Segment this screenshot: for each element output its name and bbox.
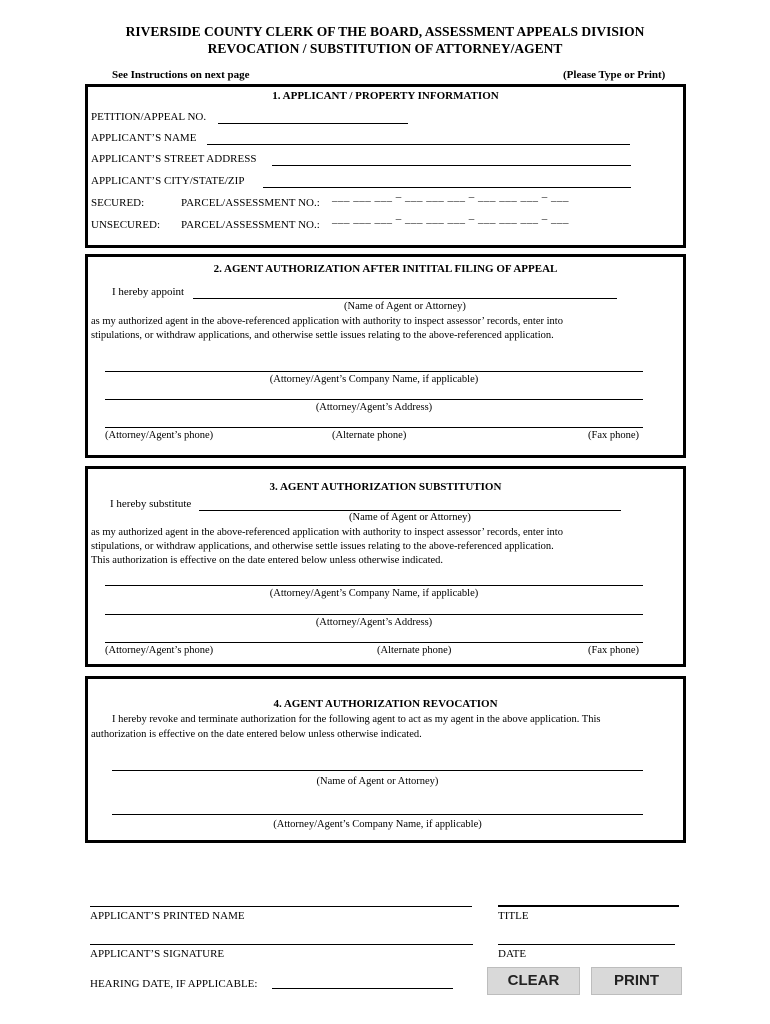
- section2-address-caption: (Attorney/Agent’s Address): [315, 402, 433, 413]
- section2-company-caption: (Attorney/Agent’s Company Name, if applicable): [269, 374, 479, 385]
- type-or-print-note: (Please Type or Print): [563, 69, 666, 81]
- section3-company-field[interactable]: [105, 585, 643, 586]
- clear-button[interactable]: CLEAR: [487, 967, 580, 995]
- signature-label: APPLICANT’S SIGNATURE: [90, 948, 225, 960]
- revoke-agent-field[interactable]: [112, 770, 643, 771]
- secured-parcel-label: PARCEL/ASSESSMENT NO.:: [181, 197, 320, 209]
- title-label: TITLE: [498, 910, 529, 922]
- petition-number-field[interactable]: [218, 123, 408, 124]
- section3-fax-caption: (Fax phone): [588, 645, 640, 656]
- section4-paragraph-line2: authorization is effective on the date entered below unless otherwise indicated.: [91, 729, 422, 740]
- section3-phone-caption: (Attorney/Agent’s phone): [105, 645, 214, 656]
- applicant-name-label: APPLICANT’S NAME: [91, 132, 197, 144]
- applicant-name-field[interactable]: [207, 144, 630, 145]
- section3-address-caption: (Attorney/Agent’s Address): [315, 617, 433, 628]
- section3-paragraph-line2: stipulations, or withdraw applications, and otherwise settle issues relating to the above-referenced application.: [91, 541, 554, 552]
- section3-phone-field[interactable]: [105, 642, 643, 643]
- substitute-agent-field[interactable]: [199, 510, 621, 511]
- revoke-company-field[interactable]: [112, 814, 643, 815]
- substitute-name-caption: (Name of Agent or Attorney): [349, 512, 471, 523]
- unsecured-label: UNSECURED:: [91, 219, 161, 231]
- appoint-agent-field[interactable]: [193, 298, 617, 299]
- printed-name-label: APPLICANT’S PRINTED NAME: [90, 910, 245, 922]
- appoint-name-caption: (Name of Agent or Attorney): [344, 301, 466, 312]
- hearing-date-field[interactable]: [272, 988, 453, 989]
- petition-label: PETITION/APPEAL NO.: [91, 111, 207, 123]
- form-title-line1: RIVERSIDE COUNTY CLERK OF THE BOARD, ASSESSMENT APPEALS DIVISION: [125, 24, 645, 39]
- section4-heading: 4. AGENT AUTHORIZATION REVOCATION: [273, 698, 498, 710]
- section3-address-field[interactable]: [105, 614, 643, 615]
- street-address-field[interactable]: [272, 165, 631, 166]
- revoke-company-caption: (Attorney/Agent’s Company Name, if applicable): [273, 819, 482, 830]
- print-button[interactable]: PRINT: [591, 967, 682, 995]
- section3-paragraph-line1: as my authorized agent in the above-referenced application with authority to inspect assessor’ records, enter into: [91, 527, 563, 538]
- section2-heading: 2. AGENT AUTHORIZATION AFTER INITITAL FILING OF APPEAL: [213, 263, 558, 275]
- unsecured-parcel-label: PARCEL/ASSESSMENT NO.:: [181, 219, 320, 231]
- date-label: DATE: [498, 948, 527, 960]
- city-state-zip-field[interactable]: [263, 187, 631, 188]
- section-agent-substitution: [85, 466, 686, 667]
- hearing-date-label: HEARING DATE, IF APPLICABLE:: [90, 978, 258, 990]
- section3-paragraph-line3: This authorization is effective on the date entered below unless otherwise indicated.: [91, 555, 444, 566]
- secured-parcel-field[interactable]: ___ ___ ___ – ___ ___ ___ – ___ ___ ___ – ___: [332, 191, 569, 203]
- section2-fax-caption: (Fax phone): [588, 430, 640, 441]
- substitute-label: I hereby substitute: [110, 498, 192, 510]
- section3-alt-phone-caption: (Alternate phone): [377, 645, 452, 656]
- appoint-label: I hereby appoint: [112, 286, 185, 298]
- secured-label: SECURED:: [91, 197, 145, 209]
- section2-alt-phone-caption: (Alternate phone): [332, 430, 407, 441]
- section2-phone-caption: (Attorney/Agent’s phone): [105, 430, 214, 441]
- section1-heading: 1. APPLICANT / PROPERTY INFORMATION: [272, 90, 499, 102]
- printed-name-field[interactable]: [90, 906, 472, 907]
- signature-field[interactable]: [90, 944, 473, 945]
- instructions-note: See Instructions on next page: [112, 69, 250, 81]
- title-field[interactable]: [498, 905, 679, 907]
- section3-heading: 3. AGENT AUTHORIZATION SUBSTITUTION: [269, 481, 502, 493]
- section3-company-caption: (Attorney/Agent’s Company Name, if applicable): [269, 588, 479, 599]
- unsecured-parcel-field[interactable]: ___ ___ ___ – ___ ___ ___ – ___ ___ ___ – ___: [332, 213, 569, 225]
- section2-address-field[interactable]: [105, 399, 643, 400]
- street-address-label: APPLICANT’S STREET ADDRESS: [91, 153, 257, 165]
- revoke-name-caption: (Name of Agent or Attorney): [316, 776, 439, 787]
- form-title-line2: REVOCATION / SUBSTITUTION OF ATTORNEY/AGENT: [207, 41, 563, 56]
- section2-paragraph-line1: as my authorized agent in the above-referenced application with authority to inspect assessor’ records, enter into: [91, 316, 563, 327]
- section2-phone-field[interactable]: [105, 427, 643, 428]
- section4-paragraph-line1: I hereby revoke and terminate authorization for the following agent to act as my agent in the above application. This: [112, 714, 601, 725]
- date-field[interactable]: [498, 944, 675, 945]
- city-state-zip-label: APPLICANT’S CITY/STATE/ZIP: [91, 175, 245, 187]
- section2-paragraph-line2: stipulations, or withdraw applications, and otherwise settle issues relating to the above-referenced application.: [91, 330, 554, 341]
- section2-company-field[interactable]: [105, 371, 643, 372]
